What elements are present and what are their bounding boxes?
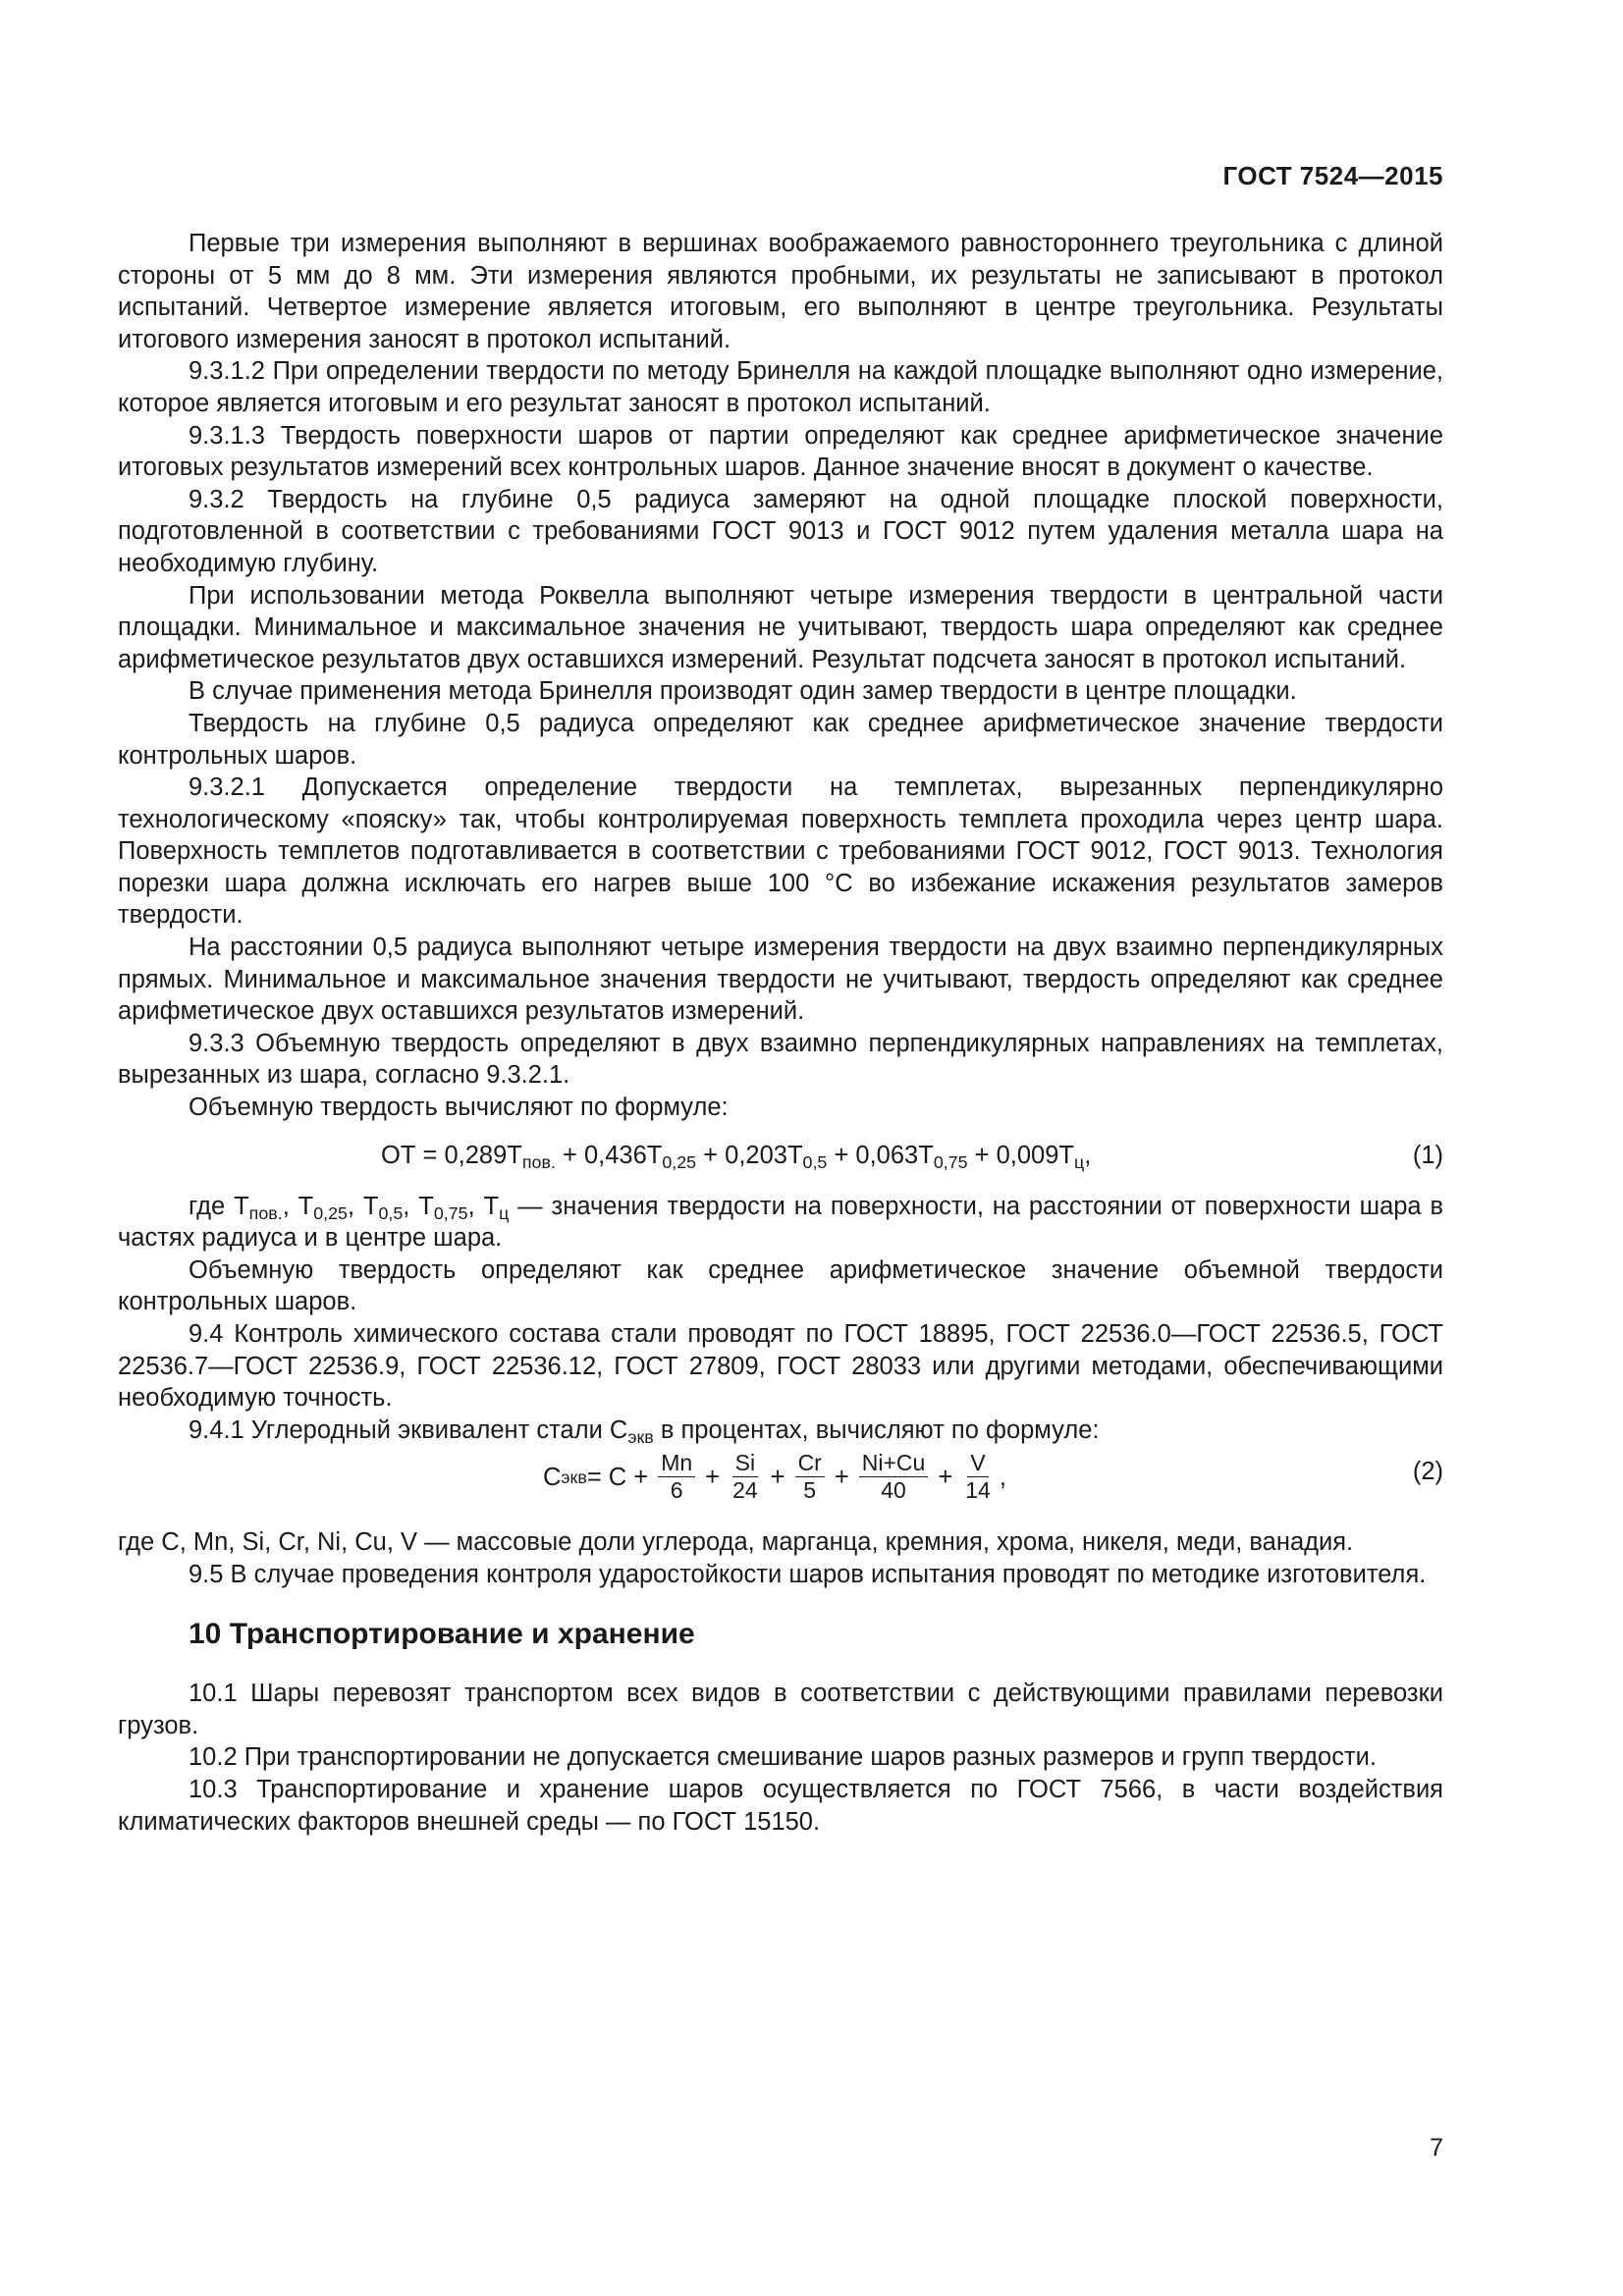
- formula-2-expression: С экв = С + $\frac{Mn}{6}$ + $\frac{Si}{24}$ + $\frac{Cr}{5}$ + $\frac{Ni+Cu}{40}$ + $\frac{V}{14}$ ,: [543, 1450, 1006, 1504]
- page-number: 7: [1430, 2134, 1443, 2162]
- document-code-header: ГОСТ 7524—2015: [1222, 161, 1443, 190]
- paragraph: Объемную твердость вычисляют по формуле:: [189, 1094, 729, 1122]
- paragraph: Твердость на глубине 0,5 радиуса определяют как среднее арифметическое значение твердости контрольных шаров.: [118, 709, 1443, 770]
- paragraph: 9.4 Контроль химического состава стали проводят по ГОСТ 18895, ГОСТ 22536.0—ГОСТ 22536.5, ГОСТ 22536.7—ГОСТ 22536.9, ГОСТ 22536.12, ГОСТ 27809, ГОСТ 28033 или другими методами, обеспечивающими необходимую точность.: [118, 1320, 1443, 1413]
- fraction: $\frac{Ni+Cu}{40}$: [859, 1450, 929, 1504]
- fraction: $\frac{Si}{24}$: [732, 1450, 758, 1504]
- formula-2-number: (2): [1412, 1458, 1443, 1486]
- paragraph: 9.3.2.1 Допускается определение твердости на темплетах, вырезанных перпендикулярно технологическому «пояску» так, чтобы контролируемая поверхность темплета проходила через центр шара. Поверхность темплетов подготавливается в соответствии с требованиями ГОСТ 9012, ГОСТ 9013. Технология порезки шара должна исключать его нагрев выше 100 °С во избежание искажения результатов замеров твердости.: [118, 774, 1443, 930]
- paragraph: В случае применения метода Бринелля производят один замер твердости в центре площадки.: [189, 677, 1297, 706]
- formula-1-expression: ОТ = $0,289Т_{пов.} + 0,436Т_{0,25} + 0,203Т_{0,5} + 0,063Т_{0,75} + 0,009Т_ц$,: [381, 1141, 1092, 1172]
- fraction: $\frac{Cr}{5}$: [795, 1450, 825, 1504]
- paragraph: 9.3.1.3 Твердость поверхности шаров от партии определяют как среднее арифметическое значение итоговых результатов измерений всех контрольных шаров. Данное значение вносят в документ о качестве.: [118, 421, 1443, 482]
- paragraph: 10.3 Транспортирование и хранение шаров осуществляется по ГОСТ 7566, в части воздействия климатических факторов внешней среды — по ГОСТ 15150.: [118, 1775, 1443, 1836]
- paragraph: При использовании метода Роквелла выполняют четыре измерения твердости в центральной части площадки. Минимальное и максимальное значения не учитывают, твердость шара определяют как среднее арифметическое результатов двух оставшихся измерений. Результат подсчета заносят в протокол испытаний.: [118, 581, 1443, 673]
- paragraph: Объемную твердость определяют как среднее арифметическое значение объемной твердости контрольных шаров.: [118, 1255, 1443, 1316]
- paragraph: 10.2 При транспортировании не допускается смешивание шаров разных размеров и групп твердости.: [189, 1743, 1377, 1772]
- formula-1: [118, 1130, 1443, 1185]
- document-body: [118, 228, 1443, 1838]
- paragraph: 10.1 Шары перевозят транспортом всех видов в соответствии с действующими правилами перевозки грузов.: [118, 1680, 1443, 1739]
- paragraph: 9.3.3 Объемную твердость определяют в двух взаимно перпендикулярных направлениях на темплетах, вырезанных из шара, согласно 9.3.2.1.: [118, 1029, 1443, 1090]
- paragraph-9-4-1: 9.4.1 Углеродный эквивалент стали $С_{экв}$ в процентах, вычисляют по формуле:: [189, 1415, 1100, 1447]
- formula-1-number: (1): [1412, 1141, 1443, 1169]
- paragraph: Первые три измерения выполняют в вершинах воображаемого равностороннего треугольника с длиной стороны от 5 мм до 8 мм. Эти измерения являются пробными, их результаты не записывают в протокол испытаний. Четвертое измерение является итоговым, его выполняют в центре треугольника. Результаты итогового измерения заносят в протокол испытаний.: [118, 230, 1443, 353]
- fraction: $\frac{V}{14}$: [965, 1450, 991, 1504]
- paragraph: 9.5 В случае проведения контроля ударостойкости шаров испытания проводят по методике изготовителя.: [189, 1560, 1427, 1588]
- fraction: $\frac{Mn}{6}$: [658, 1450, 695, 1504]
- section-heading: 10 Транспортирование и хранение: [189, 1617, 695, 1650]
- paragraph: 9.3.1.2 При определении твердости по методу Бринелля на каждой площадке выполняют одно измерение, которое является итоговым и его результат заносят в протокол испытаний.: [118, 357, 1443, 417]
- formula-2: [118, 1446, 1443, 1521]
- formula-1-explanation: где $Т_{пов.}$, $Т_{0,25}$, $Т_{0,5}$, $Т_{0,75}$, $Т_ц$ — значения твердости на поверхности, на расстоянии от поверхности шара в частях радиуса и в центре шара.: [118, 1192, 1444, 1253]
- paragraph: На расстоянии 0,5 радиуса выполняют четыре измерения твердости на двух взаимно перпендикулярных прямых. Минимальное и максимальное значения твердости не учитывают, твердость определяют как среднее арифметическое двух оставшихся результатов измерений.: [118, 934, 1443, 1026]
- paragraph: где С, Mn, Si, Cr, Ni, Cu, V — массовые доли углерода, марганца, кремния, хрома, никеля, меди, ванадия.: [118, 1528, 1354, 1557]
- paragraph: 9.3.2 Твердость на глубине 0,5 радиуса замеряют на одной площадке плоской поверхности, подготовленной в соответствии с требованиями ГОСТ 9013 и ГОСТ 9012 путем удаления металла шара на необходимую глубину.: [118, 485, 1443, 577]
